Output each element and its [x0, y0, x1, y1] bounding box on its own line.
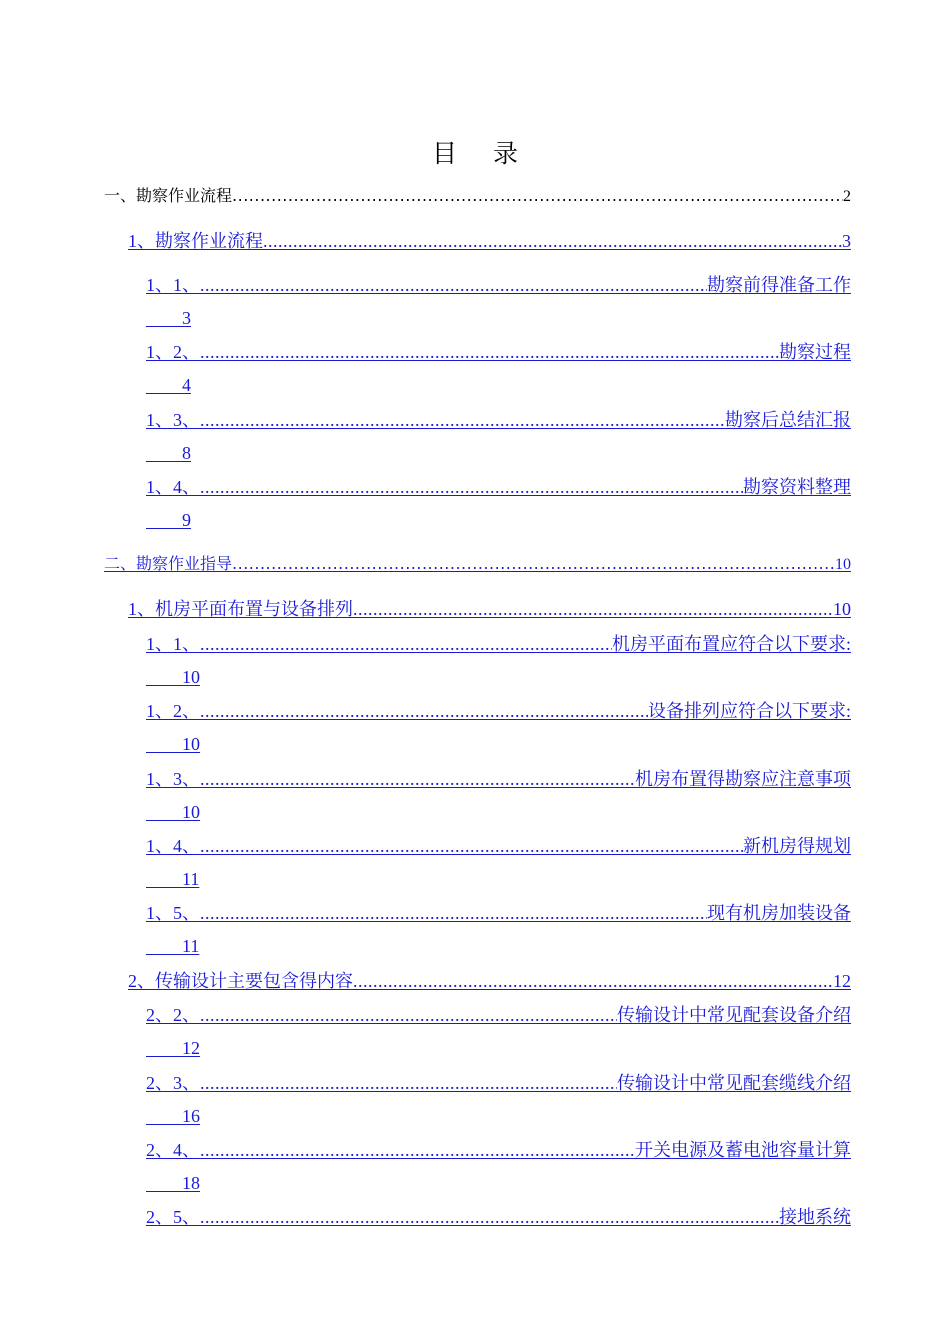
toc-dot-leader: [200, 408, 725, 432]
toc-page-number[interactable]: 16: [146, 1106, 200, 1126]
toc-entry-title: 接地系统: [779, 1207, 851, 1227]
toc-entry[interactable]: [146, 1138, 851, 1162]
toc-page-number[interactable]: 11: [146, 869, 200, 889]
toc-entry-number: 二、: [104, 554, 137, 573]
toc-entry-title: 传输设计中常见配套缆线介绍: [617, 1073, 851, 1093]
toc-page-number: 12: [833, 971, 851, 991]
toc-page-number[interactable]: 3: [146, 308, 191, 328]
toc-page-number[interactable]: 18: [146, 1173, 200, 1193]
toc-dot-leader: [200, 901, 707, 925]
toc-dot-leader: [232, 552, 835, 576]
toc-page-number[interactable]: 12: [146, 1038, 200, 1058]
toc-dot-leader: [200, 632, 612, 656]
toc-entry[interactable]: [146, 408, 851, 432]
toc-entry-title: 勘察前得准备工作: [707, 275, 851, 295]
toc-dot-leader: [200, 475, 743, 499]
toc-page-number: 10: [833, 599, 851, 619]
toc-dot-leader: [200, 1205, 779, 1229]
toc-entry-number: 1、3、: [146, 410, 200, 430]
toc-dot-leader: [200, 767, 635, 791]
toc-page-number[interactable]: 4: [146, 375, 191, 395]
toc-entry[interactable]: [104, 552, 851, 577]
toc-entry[interactable]: [146, 273, 851, 297]
toc-entry-number: 1、4、: [146, 477, 200, 497]
toc-entry-number: 2、4、: [146, 1140, 200, 1160]
toc-page-number[interactable]: 10: [146, 667, 200, 687]
toc-entry-title: 机房布置得勘察应注意事项: [635, 769, 851, 789]
toc-entry-title: 勘察后总结汇报: [725, 410, 851, 430]
toc-entry-number: 1、: [128, 231, 155, 251]
toc-page-number[interactable]: 11: [146, 936, 200, 956]
toc-entry[interactable]: [146, 699, 851, 723]
toc-dot-leader: [353, 969, 833, 993]
toc-entry-title: 勘察作业流程: [155, 231, 263, 251]
toc-page-number[interactable]: 8: [146, 443, 191, 463]
toc-entry-title: 勘察作业指导: [136, 554, 233, 573]
toc-entry-number: 1、3、: [146, 769, 200, 789]
page-title: 目 录: [432, 139, 532, 168]
toc-entry-number: 1、5、: [146, 903, 200, 923]
toc-entry-title: 勘察资料整理: [743, 477, 851, 497]
toc-entry[interactable]: [146, 1071, 851, 1095]
toc-entry-number: 2、3、: [146, 1073, 200, 1093]
toc-entry[interactable]: [146, 1205, 851, 1229]
toc-dot-leader: [353, 597, 833, 621]
toc-page-number: 2: [843, 188, 851, 205]
toc-entry-number: 1、1、: [146, 275, 200, 295]
toc-entry-number: 2、: [128, 971, 155, 991]
toc-entry-number: 1、1、: [146, 634, 200, 654]
toc-entry-number: 1、: [128, 599, 155, 619]
toc-entry[interactable]: [146, 901, 851, 925]
toc-entry[interactable]: [128, 969, 851, 993]
toc-entry[interactable]: [128, 597, 851, 621]
toc-entry-title: 开关电源及蓄电池容量计算: [635, 1140, 851, 1160]
toc-dot-leader: [200, 1138, 635, 1162]
toc-entry-number: 2、5、: [146, 1207, 200, 1227]
toc-entry[interactable]: [146, 1003, 851, 1027]
toc-entry-number: 1、4、: [146, 836, 200, 856]
toc-entry[interactable]: [146, 834, 851, 858]
toc-page-number: 3: [842, 231, 851, 251]
toc-entry[interactable]: [146, 767, 851, 791]
toc-entry-number: 一、: [104, 186, 137, 205]
toc-dot-leader: [200, 340, 779, 364]
toc-page-number[interactable]: 10: [146, 802, 200, 822]
toc-dot-leader: [200, 1071, 617, 1095]
toc-entry[interactable]: [146, 632, 851, 656]
toc-entry-title: 勘察过程: [779, 342, 851, 362]
toc-entry-title: 现有机房加装设备: [707, 903, 851, 923]
toc-page-number: 10: [835, 556, 851, 573]
toc-dot-leader: [200, 273, 707, 297]
toc-dot-leader: [200, 834, 743, 858]
toc-dot-leader: [200, 699, 648, 723]
toc-entry[interactable]: [146, 475, 851, 499]
toc-entry-number: 1、2、: [146, 342, 200, 362]
toc-page-number[interactable]: 9: [146, 510, 191, 530]
toc-entry-title: 机房平面布置与设备排列: [155, 599, 353, 619]
toc-page-number[interactable]: 10: [146, 734, 200, 754]
toc-entry-title: 传输设计中常见配套设备介绍: [617, 1005, 851, 1025]
toc-entry-title: 设备排列应符合以下要求:: [648, 701, 851, 721]
toc-dot-leader: [232, 184, 843, 208]
toc-entry[interactable]: [128, 229, 851, 253]
toc-entry: [104, 184, 851, 209]
toc-entry-number: 1、2、: [146, 701, 200, 721]
toc-entry-number: 2、2、: [146, 1005, 200, 1025]
toc-entry-title: 新机房得规划: [743, 836, 851, 856]
toc-entry-title: 勘察作业流程: [136, 186, 233, 205]
toc-entry-title: 传输设计主要包含得内容: [155, 971, 353, 991]
toc-entry-title: 机房平面布置应符合以下要求:: [612, 634, 851, 654]
toc-dot-leader: [263, 229, 842, 253]
toc-entry[interactable]: [146, 340, 851, 364]
toc-dot-leader: [200, 1003, 617, 1027]
